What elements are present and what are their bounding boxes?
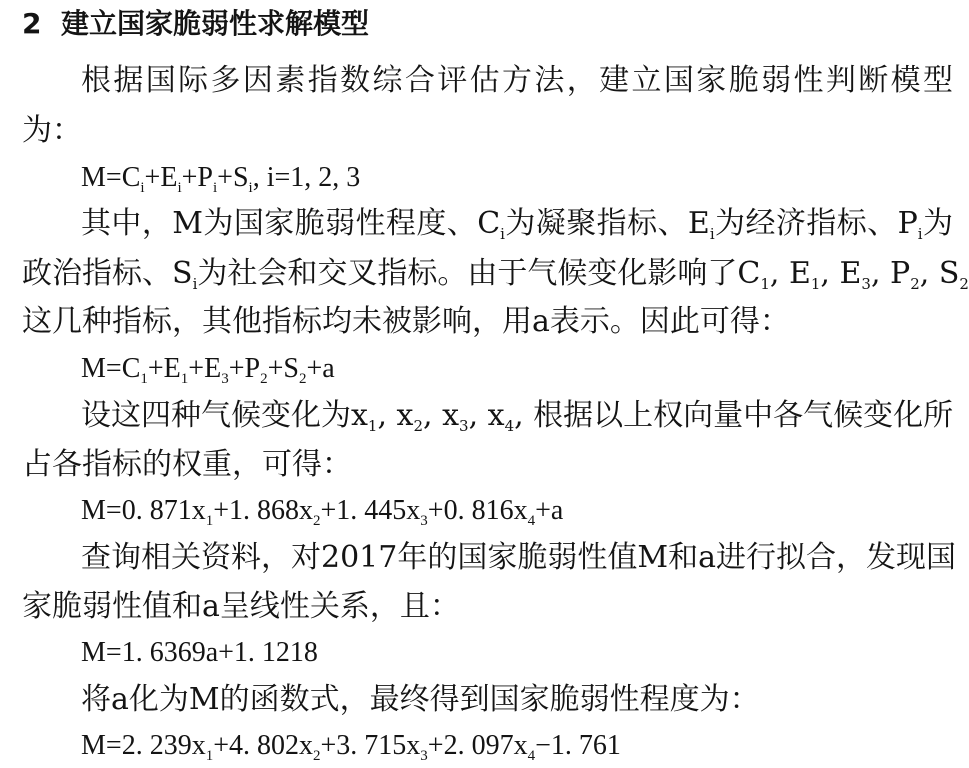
formula-linear-fit: M=1. 6369a+1. 1218 — [81, 637, 318, 668]
paragraph-2-line-1: 其中，M为国家脆弱性程度、$C_i$为凝聚指标、$E_i$为经济指标、$P_i$为 — [81, 206, 954, 243]
paragraph-3-line-2: 占各指标的权重，可得： — [22, 447, 352, 482]
formula-general-model: $M=C_i+E_i+P_i+S_i$, i=1, 2, 3 — [81, 162, 361, 196]
paragraph-3-line-1: 设这四种气候变化为$x_1$, $x_2$, $x_3$, $x_4$, 根据以上权向量中各气候变化所 — [81, 398, 954, 435]
paragraph-4-line-1: 查询相关资料，对2017年的国家脆弱性值M和a进行拟合，发现国 — [81, 540, 956, 575]
paragraph-4-line-2: 家脆弱性值和a呈线性关系，且： — [22, 589, 460, 624]
paragraph-1-line-1: 根据国际多因素指数综合评估方法，建立国家脆弱性判断模型 — [81, 63, 953, 98]
section-number: 2 — [22, 7, 42, 40]
paragraph-2-line-3: 这几种指标，其他指标均未被影响，用a表示。因此可得： — [22, 304, 790, 339]
section-heading — [0, 4, 961, 44]
paragraph-5-line-1: 将a化为M的函数式，最终得到国家脆弱性程度为： — [81, 682, 760, 717]
paragraph-1-line-2: 为： — [22, 113, 82, 148]
formula-weighted: M=0. $871x_1+1$. $868x_2+1$. $445x_3+0$. $816x_4+a$ — [81, 495, 564, 529]
paragraph-2-line-2: 政治指标、$S_i$为社会和交叉指标。由于气候变化影响了$C_1$, $E_1$, $E_3$, $P_2$, $S_2$ — [22, 256, 969, 293]
section-title: 建立国家脆弱性求解模型 — [60, 7, 369, 40]
formula-final-model: M=2. $239x_1+4$. $802x_2+3$. $715x_3+2$. $097x_4-1$. 761 — [81, 730, 621, 764]
formula-affected-indicators: $M=C_1+E_1+E_3+P_2+S_2+a$ — [81, 353, 335, 387]
